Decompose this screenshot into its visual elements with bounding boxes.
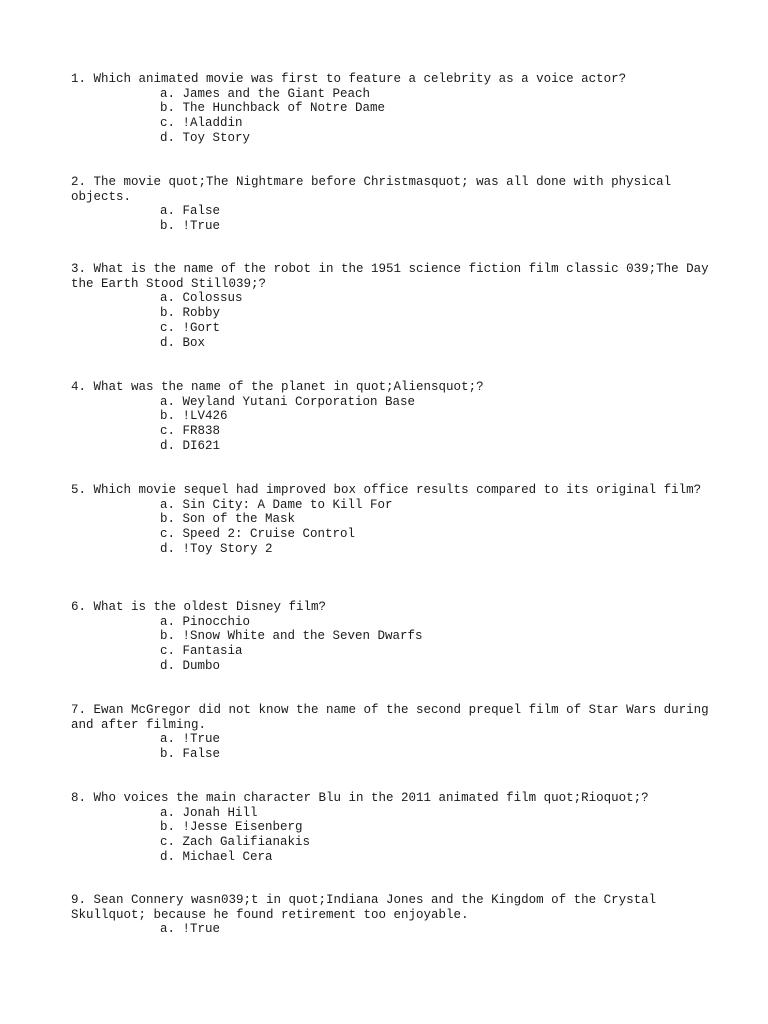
question-7-option-a: a. !True	[160, 732, 221, 747]
question-1-option-b: b. The Hunchback of Notre Dame	[160, 101, 386, 116]
question-5-options	[71, 498, 711, 557]
question-1-text: 1. Which animated movie was first to feature a celebrity as a voice actor?	[71, 72, 627, 86]
question-3-option-a: a. Colossus	[160, 291, 243, 306]
question-3	[71, 262, 717, 350]
question-6-option-d: d. Dumbo	[160, 658, 221, 673]
question-1-option-a: a. James and the Giant Peach	[160, 86, 371, 101]
question-5	[71, 483, 711, 557]
question-5-option-a: a. Sin City: A Dame to Kill For	[160, 497, 393, 512]
question-1-option-c: c. !Aladdin	[160, 116, 243, 131]
question-1-options	[71, 87, 711, 146]
question-4-option-d: d. DI621	[160, 438, 221, 453]
question-8	[71, 791, 711, 865]
question-6	[71, 600, 711, 674]
question-9	[71, 893, 711, 937]
question-4-text: 4. What was the name of the planet in quot;Aliensquot;?	[71, 380, 484, 394]
question-4-option-b: b. !LV426	[160, 409, 228, 424]
question-9-text: 9. Sean Connery wasn039;t in quot;Indiana Jones and the Kingdom of the Crystal Skullquot; because he found retirement too enjoyable.	[71, 893, 664, 922]
question-2	[71, 175, 711, 234]
question-1-option-d: d. Toy Story	[160, 130, 251, 145]
question-2-option-a: a. False	[160, 204, 221, 219]
question-5-text: 5. Which movie sequel had improved box office results compared to its original film?	[71, 483, 702, 497]
question-9-options	[71, 922, 711, 937]
question-7-option-b: b. False	[160, 747, 221, 762]
question-5-option-b: b. Son of the Mask	[160, 512, 296, 527]
question-8-option-a: a. Jonah Hill	[160, 805, 258, 820]
question-7	[71, 703, 717, 762]
question-2-text: 2. The movie quot;The Nightmare before Christmasquot; was all done with physical objects.	[71, 175, 679, 204]
question-7-text: 7. Ewan McGregor did not know the name of the second prequel film of Star Wars during and after filming.	[71, 703, 717, 732]
question-8-text: 8. Who voices the main character Blu in the 2011 animated film quot;Rioquot;?	[71, 791, 649, 805]
question-9-option-a: a. !True	[160, 922, 221, 937]
question-4-option-a: a. Weyland Yutani Corporation Base	[160, 394, 416, 409]
question-3-option-d: d. Box	[160, 335, 206, 350]
question-3-option-b: b. Robby	[160, 306, 221, 321]
question-2-option-b: b. !True	[160, 219, 221, 234]
question-6-text: 6. What is the oldest Disney film?	[71, 600, 327, 614]
question-6-options	[71, 615, 711, 674]
question-4-options	[71, 395, 711, 454]
question-1	[71, 72, 711, 146]
question-3-text: 3. What is the name of the robot in the 1951 science fiction film classic 039;The Day the Earth Stood Still039;?	[71, 262, 717, 291]
question-5-option-d: d. !Toy Story 2	[160, 541, 273, 556]
question-8-options	[71, 806, 711, 865]
question-8-option-c: c. Zach Galifianakis	[160, 835, 311, 850]
question-8-option-d: d. Michael Cera	[160, 849, 273, 864]
question-6-option-c: c. Fantasia	[160, 644, 243, 659]
question-4	[71, 380, 711, 454]
question-3-options	[71, 291, 711, 350]
question-4-option-c: c. FR838	[160, 424, 221, 439]
question-8-option-b: b. !Jesse Eisenberg	[160, 820, 303, 835]
question-7-options	[71, 732, 711, 761]
question-6-option-b: b. !Snow White and the Seven Dwarfs	[160, 629, 423, 644]
question-2-options	[71, 204, 711, 233]
question-3-option-c: c. !Gort	[160, 320, 221, 335]
question-5-option-c: c. Speed 2: Cruise Control	[160, 527, 356, 542]
question-6-option-a: a. Pinocchio	[160, 614, 251, 629]
